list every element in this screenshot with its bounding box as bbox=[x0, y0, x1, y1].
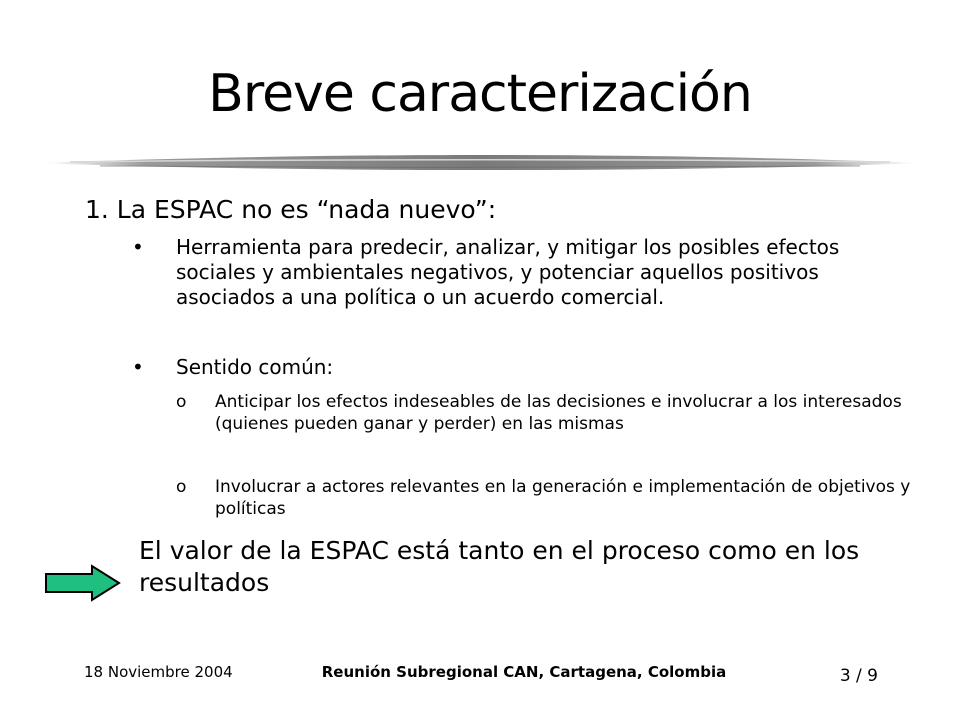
footer-date: 18 Noviembre 2004 bbox=[84, 663, 233, 681]
sub-item-involucrar: Involucrar a actores relevantes en la generación e implementación de objetivos y políticas bbox=[215, 477, 911, 519]
bullet-marker: • bbox=[132, 355, 144, 379]
conclusion-text: El valor de la ESPAC está tanto en el proceso como en los resultados bbox=[139, 536, 860, 597]
bullet-item-herramienta: Herramienta para predecir, analizar, y mitigar los posibles efectos sociales y ambientales negativos, y potenciar aquellos positivos asociados a una política o un acuerdo comercial. bbox=[176, 235, 840, 309]
slide-title: Breve caracterización bbox=[208, 64, 752, 124]
point-heading: 1. La ESPAC no es “nada nuevo”: bbox=[85, 195, 497, 224]
bullet-item-sentido-comun: Sentido común: bbox=[176, 355, 334, 379]
title-divider bbox=[40, 150, 920, 176]
sub-item-anticipar: Anticipar los efectos indeseables de las decisiones e involucrar a los interesados (quienes pueden ganar y perder) en las mismas bbox=[215, 392, 902, 434]
sub-bullet-marker: o bbox=[176, 392, 187, 412]
bullet-marker: • bbox=[132, 235, 144, 259]
footer-event: Reunión Subregional CAN, Cartagena, Colombia bbox=[321, 663, 727, 681]
arrow-right-icon bbox=[44, 564, 122, 602]
sub-bullet-marker: o bbox=[176, 477, 187, 497]
page-number: 3 / 9 bbox=[839, 666, 878, 686]
